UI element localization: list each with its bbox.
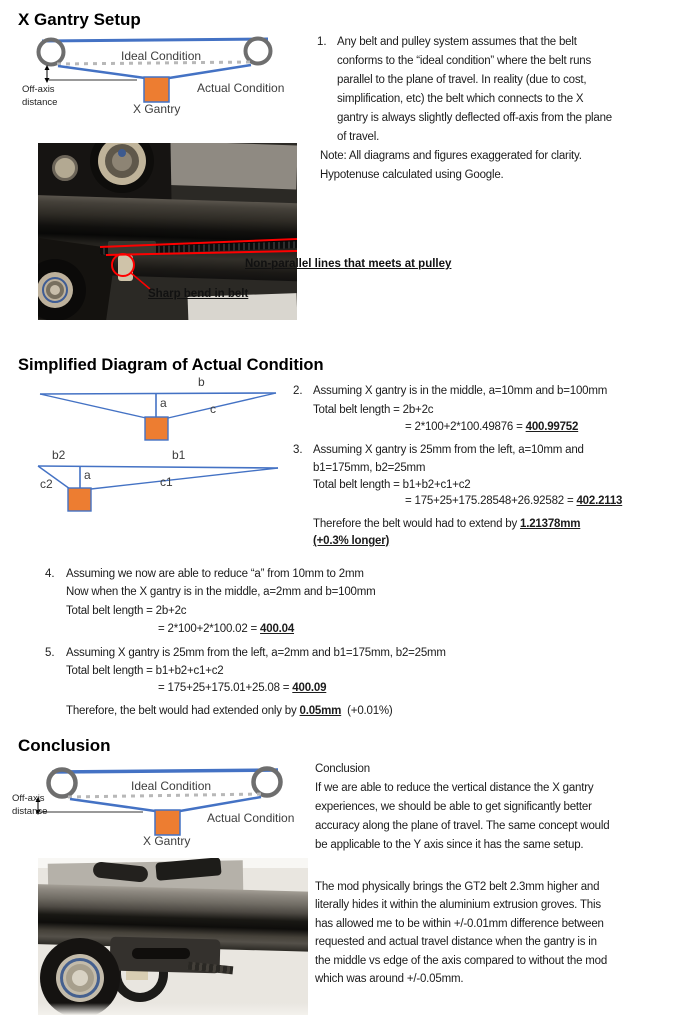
conclusion-para2-line: requested and actual travel distance when the gantry is in	[315, 936, 597, 948]
offaxis-label-1: Off-axis	[12, 793, 45, 804]
item1-line: gantry is always slightly deflected off-axis from the plane	[337, 112, 612, 124]
item4-number: 4.	[45, 568, 55, 580]
item4-line: Now when the X gantry is in the middle, a=2mm and b=100mm	[66, 586, 376, 598]
nonparallel-annotation: Non-parallel lines that meets at pulley	[245, 258, 452, 270]
item5-line: Total belt length = b1+b2+c1+c2	[66, 665, 224, 677]
item3-line: b1=175mm, b2=25mm	[313, 462, 426, 474]
note-line: Note: All diagrams and figures exaggerated for clarity.	[320, 150, 582, 162]
arrow-down-icon	[45, 78, 50, 83]
label-a: a	[160, 396, 167, 410]
item3-line: Total belt length = b1+b2+c1+c2	[313, 479, 471, 491]
item4-line: Total belt length = 2b+2c	[66, 605, 187, 617]
simplified-heading: Simplified Diagram of Actual Condition	[18, 356, 324, 374]
actual-belt-right-line	[180, 797, 261, 811]
ideal-condition-label: Ideal Condition	[131, 779, 212, 793]
item2-number: 2.	[293, 385, 303, 397]
item1-line: simplification, etc) the belt which connects to the X	[337, 93, 584, 105]
conclusion-para2-line: literally hides it within the aluminium extrusion groves. This	[315, 899, 601, 911]
item5-line: Assuming X gantry is 25mm from the left, a=2mm and b1=175mm, b2=25mm	[66, 647, 446, 659]
item5-calc: = 175+25+175.01+25.08 = 400.09	[158, 682, 327, 694]
item4-line: Assuming we now are able to reduce “a” from 10mm to 2mm	[66, 568, 364, 580]
gantry-square	[68, 488, 91, 511]
note-line: Hypotenuse calculated using Google.	[320, 169, 504, 181]
label-b2: b2	[52, 448, 66, 462]
item2-result: 400.99752	[525, 421, 579, 433]
belt-top-line	[42, 39, 268, 41]
bottom-fade	[38, 1003, 308, 1015]
left-diagonal	[40, 394, 146, 418]
item1-line: Any belt and pulley system assumes that the belt	[337, 36, 577, 48]
conclusion-para2-line: The mod physically brings the GT2 belt 2.3mm higher and	[315, 881, 600, 893]
label-b: b	[198, 375, 205, 389]
label-c: c	[210, 402, 216, 416]
label-a: a	[84, 468, 91, 482]
item4-result: 400.04	[260, 623, 295, 635]
item3-number: 3.	[293, 444, 303, 456]
conclusion-para1-line: experiences, we should be able to get significantly better	[315, 801, 592, 813]
item5-result: 400.09	[292, 682, 327, 694]
offaxis-label-1: Off-axis	[22, 84, 55, 95]
c1-diagonal	[91, 468, 278, 489]
conclusion-para2-line: the middle vs edge of the axis compared to without the mod	[315, 955, 608, 967]
item1-line: conforms to the “ideal condition” where the belt runs	[337, 55, 592, 67]
item3-line: Assuming X gantry is 25mm from the left, a=10mm and	[313, 444, 584, 456]
gantry-square	[145, 417, 168, 440]
gantry-square	[144, 77, 169, 102]
label-c1: c1	[160, 475, 173, 489]
x-gantry-label: X Gantry	[143, 834, 191, 848]
actual-belt-left-line	[70, 799, 155, 811]
actual-condition-label: Actual Condition	[207, 811, 295, 825]
right-pulley-icon	[254, 769, 281, 796]
item2-calc: = 2*100+2*100.49876 = 400.99752	[405, 421, 579, 433]
item1-line: of travel.	[337, 131, 380, 143]
right-pulley-icon	[246, 39, 271, 64]
clip-slot	[132, 948, 190, 959]
red-line-upper	[100, 239, 297, 247]
gantry-square	[155, 810, 180, 835]
conclusion-para2-line: which was around +/-0.05mm.	[315, 973, 464, 985]
c-diagonal	[168, 393, 276, 418]
ideal-condition-label: Ideal Condition	[121, 49, 202, 63]
red-circle	[112, 254, 134, 276]
conclusion-heading: Conclusion	[18, 736, 111, 755]
item1-line: parallel to the plane of travel. In reality (due to cost,	[337, 74, 587, 86]
conclusion-para1-line: If we are able to reduce the vertical distance the X gantry	[315, 782, 594, 794]
setup-heading: X Gantry Setup	[18, 10, 141, 29]
conclusion-para1-line: be applicable to the Y axis since it has the same setup.	[315, 839, 584, 851]
left-pulley-icon	[39, 40, 64, 65]
therefore5-line: Therefore, the belt would had extended only by 0.05mm (+0.01%)	[66, 705, 393, 717]
red-line-lower	[106, 251, 297, 255]
offaxis-label-2: distance	[22, 97, 58, 108]
wheel-shaft	[72, 970, 88, 986]
extend-value: 1.21378mm	[520, 518, 581, 530]
conclusion-para1-line: accuracy along the plane of travel. The same concept would	[315, 820, 610, 832]
ideal-belt-dashed-line	[68, 794, 262, 797]
sharpbend-annotation: Sharp bend in belt	[148, 288, 249, 300]
actual-belt-left-line	[58, 66, 145, 78]
therefore3-line1: Therefore the belt would had to extend by 1.21378mm	[313, 518, 581, 530]
conclusion-para1-line: Conclusion	[315, 763, 370, 775]
item1-number: 1.	[317, 36, 327, 48]
x-gantry-label: X Gantry	[133, 102, 181, 116]
item4-calc: = 2*100+2*100.02 = 400.04	[158, 623, 295, 635]
b-line	[38, 466, 278, 468]
therefore3-line2: (+0.3% longer)	[313, 535, 390, 547]
belt-top-line	[52, 770, 278, 772]
item5-number: 5.	[45, 647, 55, 659]
item3-result: 402.2113	[576, 495, 623, 507]
label-c2: c2	[40, 477, 53, 491]
extend-value: 0.05mm	[299, 705, 342, 717]
actual-condition-label: Actual Condition	[197, 81, 285, 95]
actual-belt-right-line	[169, 65, 251, 78]
label-b1: b1	[172, 448, 186, 462]
red-pointer-line	[131, 273, 150, 289]
offaxis-label-2: distance	[12, 806, 48, 817]
item2-line: Total belt length = 2b+2c	[313, 404, 434, 416]
item2-line: Assuming X gantry is in the middle, a=10mm and b=100mm	[313, 385, 608, 397]
b-line	[40, 393, 276, 394]
item3-calc: = 175+25+175.28548+26.92582 = 402.2113	[405, 495, 623, 507]
gantry-photo-after	[38, 858, 308, 1015]
conclusion-para2-line: has allowed me to be within +/-0.01mm difference between	[315, 918, 604, 930]
